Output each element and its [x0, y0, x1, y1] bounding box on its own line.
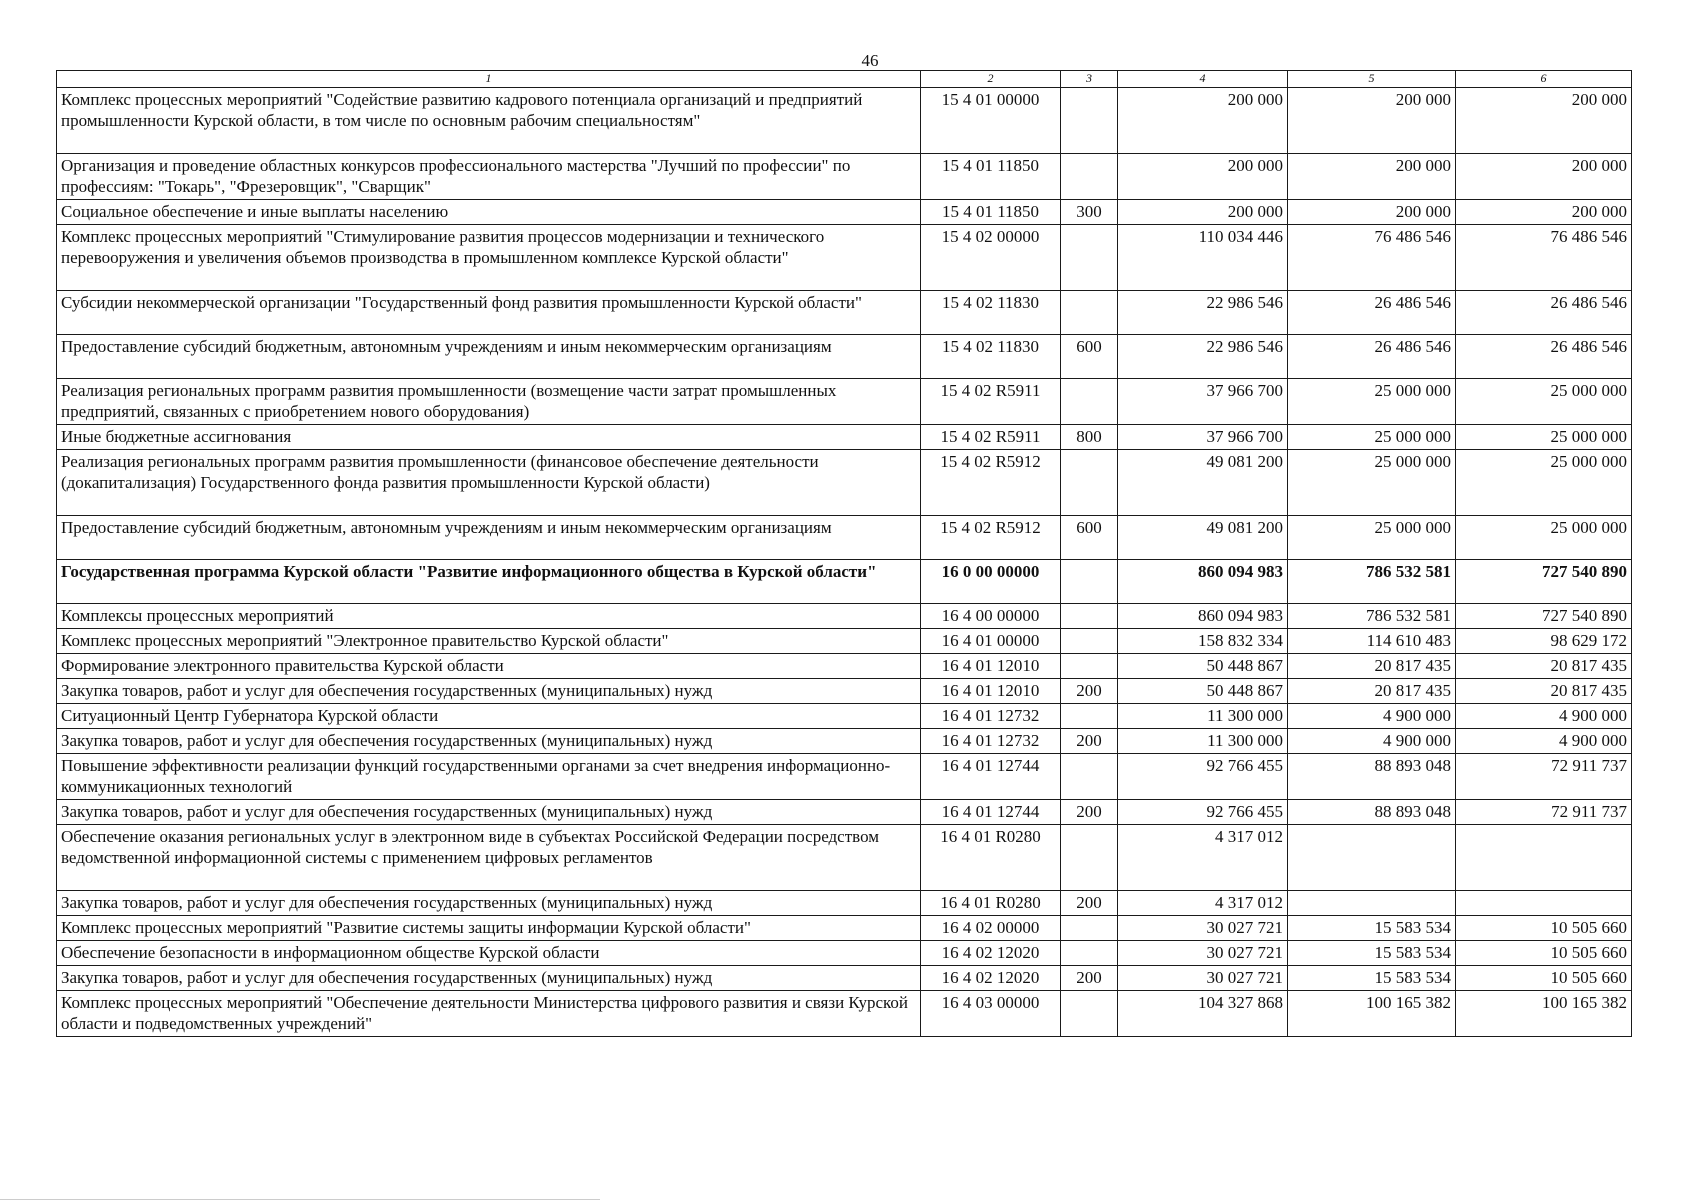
row-code: 16 4 01 R0280: [921, 825, 1061, 891]
row-group: 200: [1061, 679, 1118, 704]
row-amount-col5: 786 532 581: [1288, 560, 1456, 604]
row-code: 15 4 01 11850: [921, 154, 1061, 200]
row-amount-col6: 100 165 382: [1456, 991, 1632, 1037]
row-group: [1061, 654, 1118, 679]
row-amount-col5: 114 610 483: [1288, 629, 1456, 654]
row-group: [1061, 154, 1118, 200]
row-name: Комплекс процессных мероприятий "Стимулирование развития процессов модернизации и технического перевооружения и увеличения объемов производства в промышленном комплексе Курской области": [57, 225, 921, 291]
row-amount-col6: [1456, 825, 1632, 891]
table-row: [57, 604, 1632, 629]
row-code: 15 4 02 11830: [921, 291, 1061, 335]
row-code: 16 4 02 12020: [921, 941, 1061, 966]
row-group: [1061, 560, 1118, 604]
row-amount-col4: 860 094 983: [1118, 604, 1288, 629]
column-number: 2: [921, 71, 1061, 88]
row-amount-col5: 25 000 000: [1288, 450, 1456, 516]
column-number: 5: [1288, 71, 1456, 88]
row-group: [1061, 225, 1118, 291]
row-amount-col4: 158 832 334: [1118, 629, 1288, 654]
row-group: [1061, 604, 1118, 629]
row-amount-col6: 25 000 000: [1456, 516, 1632, 560]
row-amount-col5: 20 817 435: [1288, 654, 1456, 679]
row-group: 200: [1061, 891, 1118, 916]
row-name: Субсидии некоммерческой организации "Государственный фонд развития промышленности Курской области": [57, 291, 921, 335]
table-row: [57, 629, 1632, 654]
row-amount-col6: [1456, 891, 1632, 916]
row-amount-col5: 15 583 534: [1288, 941, 1456, 966]
row-amount-col6: 727 540 890: [1456, 560, 1632, 604]
row-amount-col5: 88 893 048: [1288, 800, 1456, 825]
row-group: 200: [1061, 966, 1118, 991]
row-group: [1061, 941, 1118, 966]
row-group: [1061, 450, 1118, 516]
row-amount-col4: 30 027 721: [1118, 941, 1288, 966]
row-amount-col4: 22 986 546: [1118, 291, 1288, 335]
row-amount-col4: 92 766 455: [1118, 754, 1288, 800]
row-group: [1061, 991, 1118, 1037]
row-name: Предоставление субсидий бюджетным, автономным учреждениям и иным некоммерческим организациям: [57, 335, 921, 379]
row-code: 16 4 00 00000: [921, 604, 1061, 629]
row-amount-col5: 4 900 000: [1288, 704, 1456, 729]
row-amount-col4: 30 027 721: [1118, 966, 1288, 991]
row-amount-col6: 25 000 000: [1456, 379, 1632, 425]
table-row: [57, 560, 1632, 604]
row-amount-col4: 49 081 200: [1118, 516, 1288, 560]
row-group: [1061, 379, 1118, 425]
row-code: 16 4 01 12744: [921, 754, 1061, 800]
column-number: 3: [1061, 71, 1118, 88]
table-row: [57, 154, 1632, 200]
table-row: [57, 516, 1632, 560]
row-amount-col5: [1288, 891, 1456, 916]
row-group: 600: [1061, 516, 1118, 560]
row-amount-col4: 200 000: [1118, 88, 1288, 154]
row-amount-col6: 25 000 000: [1456, 450, 1632, 516]
row-amount-col4: 49 081 200: [1118, 450, 1288, 516]
row-code: 15 4 02 11830: [921, 335, 1061, 379]
row-name: Закупка товаров, работ и услуг для обеспечения государственных (муниципальных) нужд: [57, 800, 921, 825]
row-code: 15 4 02 00000: [921, 225, 1061, 291]
row-code: 16 4 01 12732: [921, 729, 1061, 754]
table-row: [57, 335, 1632, 379]
row-amount-col6: 26 486 546: [1456, 335, 1632, 379]
row-code: 15 4 02 R5911: [921, 425, 1061, 450]
row-name: Комплекс процессных мероприятий "Содействие развитию кадрового потенциала организаций и предприятий промышленности Курской области, в том числе по основным рабочим специальностям": [57, 88, 921, 154]
table-row: [57, 425, 1632, 450]
row-code: 15 4 02 R5912: [921, 450, 1061, 516]
table-row: [57, 941, 1632, 966]
row-group: 800: [1061, 425, 1118, 450]
row-amount-col4: 37 966 700: [1118, 425, 1288, 450]
table-row: [57, 291, 1632, 335]
row-name: Социальное обеспечение и иные выплаты населению: [57, 200, 921, 225]
table-row: [57, 754, 1632, 800]
row-amount-col6: 200 000: [1456, 154, 1632, 200]
row-code: 15 4 01 00000: [921, 88, 1061, 154]
row-name: Закупка товаров, работ и услуг для обеспечения государственных (муниципальных) нужд: [57, 679, 921, 704]
row-amount-col6: 200 000: [1456, 88, 1632, 154]
budget-table-body: [57, 71, 1632, 1037]
table-row: [57, 704, 1632, 729]
row-amount-col6: 98 629 172: [1456, 629, 1632, 654]
row-name: Комплекс процессных мероприятий "Электронное правительство Курской области": [57, 629, 921, 654]
row-amount-col6: 10 505 660: [1456, 966, 1632, 991]
row-amount-col6: 26 486 546: [1456, 291, 1632, 335]
row-amount-col6: 20 817 435: [1456, 679, 1632, 704]
row-amount-col4: 110 034 446: [1118, 225, 1288, 291]
column-number: 1: [57, 71, 921, 88]
row-amount-col6: 200 000: [1456, 200, 1632, 225]
row-group: [1061, 825, 1118, 891]
row-amount-col5: 200 000: [1288, 154, 1456, 200]
row-amount-col5: 25 000 000: [1288, 516, 1456, 560]
row-amount-col4: 37 966 700: [1118, 379, 1288, 425]
row-name: Комплексы процессных мероприятий: [57, 604, 921, 629]
table-row: [57, 800, 1632, 825]
row-code: 15 4 02 R5911: [921, 379, 1061, 425]
table-row: [57, 379, 1632, 425]
row-amount-col6: 4 900 000: [1456, 704, 1632, 729]
table-row: [57, 916, 1632, 941]
row-code: 15 4 01 11850: [921, 200, 1061, 225]
row-name: Формирование электронного правительства Курской области: [57, 654, 921, 679]
row-code: 16 4 02 12020: [921, 966, 1061, 991]
table-row: [57, 450, 1632, 516]
row-amount-col4: 50 448 867: [1118, 654, 1288, 679]
row-amount-col4: 4 317 012: [1118, 891, 1288, 916]
table-row: [57, 825, 1632, 891]
row-amount-col4: 200 000: [1118, 154, 1288, 200]
row-amount-col5: [1288, 825, 1456, 891]
row-code: 16 0 00 00000: [921, 560, 1061, 604]
column-number: 6: [1456, 71, 1632, 88]
row-group: [1061, 291, 1118, 335]
row-amount-col5: 88 893 048: [1288, 754, 1456, 800]
row-name: Иные бюджетные ассигнования: [57, 425, 921, 450]
row-group: [1061, 754, 1118, 800]
row-name: Закупка товаров, работ и услуг для обеспечения государственных (муниципальных) нужд: [57, 966, 921, 991]
row-name: Государственная программа Курской области "Развитие информационного общества в Курской области": [57, 560, 921, 604]
row-group: [1061, 629, 1118, 654]
row-code: 16 4 01 00000: [921, 629, 1061, 654]
row-amount-col5: 100 165 382: [1288, 991, 1456, 1037]
row-amount-col5: 76 486 546: [1288, 225, 1456, 291]
page-number: 46: [861, 51, 879, 70]
row-amount-col6: 4 900 000: [1456, 729, 1632, 754]
row-amount-col4: 11 300 000: [1118, 729, 1288, 754]
row-name: Реализация региональных программ развития промышленности (возмещение части затрат промышленных предприятий, связанных с приобретением нового оборудования): [57, 379, 921, 425]
table-row: [57, 88, 1632, 154]
row-amount-col6: 76 486 546: [1456, 225, 1632, 291]
column-numbers-row: [57, 71, 1632, 88]
row-group: [1061, 88, 1118, 154]
row-amount-col6: 72 911 737: [1456, 754, 1632, 800]
row-code: 16 4 02 00000: [921, 916, 1061, 941]
row-code: 16 4 01 12744: [921, 800, 1061, 825]
table-row: [57, 991, 1632, 1037]
row-group: [1061, 916, 1118, 941]
budget-table: [56, 70, 1632, 1037]
row-code: 16 4 01 12010: [921, 679, 1061, 704]
row-amount-col6: 10 505 660: [1456, 916, 1632, 941]
row-name: Реализация региональных программ развития промышленности (финансовое обеспечение деятельности (докапитализация) Государственного фонда развития промышленности Курской области): [57, 450, 921, 516]
row-amount-col6: 10 505 660: [1456, 941, 1632, 966]
row-group: [1061, 704, 1118, 729]
table-row: [57, 225, 1632, 291]
row-amount-col4: 11 300 000: [1118, 704, 1288, 729]
row-amount-col5: 25 000 000: [1288, 425, 1456, 450]
table-row: [57, 891, 1632, 916]
row-amount-col6: 72 911 737: [1456, 800, 1632, 825]
row-amount-col6: 25 000 000: [1456, 425, 1632, 450]
row-amount-col4: 200 000: [1118, 200, 1288, 225]
row-amount-col6: 20 817 435: [1456, 654, 1632, 679]
row-code: 16 4 01 12010: [921, 654, 1061, 679]
row-amount-col5: 25 000 000: [1288, 379, 1456, 425]
table-row: [57, 729, 1632, 754]
row-name: Обеспечение безопасности в информационном обществе Курской области: [57, 941, 921, 966]
row-group: 600: [1061, 335, 1118, 379]
row-code: 16 4 01 R0280: [921, 891, 1061, 916]
row-amount-col5: 26 486 546: [1288, 291, 1456, 335]
row-amount-col5: 15 583 534: [1288, 916, 1456, 941]
row-amount-col5: 15 583 534: [1288, 966, 1456, 991]
row-code: 16 4 03 00000: [921, 991, 1061, 1037]
row-amount-col4: 50 448 867: [1118, 679, 1288, 704]
row-amount-col4: 30 027 721: [1118, 916, 1288, 941]
row-amount-col5: 4 900 000: [1288, 729, 1456, 754]
row-name: Предоставление субсидий бюджетным, автономным учреждениям и иным некоммерческим организациям: [57, 516, 921, 560]
row-amount-col5: 200 000: [1288, 88, 1456, 154]
row-name: Ситуационный Центр Губернатора Курской области: [57, 704, 921, 729]
row-amount-col6: 727 540 890: [1456, 604, 1632, 629]
row-group: 300: [1061, 200, 1118, 225]
row-code: 15 4 02 R5912: [921, 516, 1061, 560]
row-amount-col4: 92 766 455: [1118, 800, 1288, 825]
row-code: 16 4 01 12732: [921, 704, 1061, 729]
row-name: Закупка товаров, работ и услуг для обеспечения государственных (муниципальных) нужд: [57, 891, 921, 916]
row-amount-col4: 860 094 983: [1118, 560, 1288, 604]
row-amount-col5: 26 486 546: [1288, 335, 1456, 379]
row-amount-col5: 786 532 581: [1288, 604, 1456, 629]
row-group: 200: [1061, 800, 1118, 825]
row-name: Обеспечение оказания региональных услуг в электронном виде в субъектах Российской Федерации посредством ведомственной информационной системы с применением цифровых регламентов: [57, 825, 921, 891]
table-row: [57, 654, 1632, 679]
row-amount-col5: 20 817 435: [1288, 679, 1456, 704]
table-row: [57, 966, 1632, 991]
row-name: Комплекс процессных мероприятий "Обеспечение деятельности Министерства цифрового развития и связи Курской области и подведомственных учреждений": [57, 991, 921, 1037]
row-name: Комплекс процессных мероприятий "Развитие системы защиты информации Курской области": [57, 916, 921, 941]
row-amount-col5: 200 000: [1288, 200, 1456, 225]
column-number: 4: [1118, 71, 1288, 88]
row-group: 200: [1061, 729, 1118, 754]
row-name: Повышение эффективности реализации функций государственными органами за счет внедрения информационно-коммуникационных технологий: [57, 754, 921, 800]
row-name: Организация и проведение областных конкурсов профессионального мастерства "Лучший по профессии" по профессиям: "Токарь", "Фрезеровщик", "Сварщик": [57, 154, 921, 200]
table-row: [57, 679, 1632, 704]
row-amount-col4: 4 317 012: [1118, 825, 1288, 891]
row-amount-col4: 104 327 868: [1118, 991, 1288, 1037]
row-amount-col4: 22 986 546: [1118, 335, 1288, 379]
table-row: [57, 200, 1632, 225]
row-name: Закупка товаров, работ и услуг для обеспечения государственных (муниципальных) нужд: [57, 729, 921, 754]
